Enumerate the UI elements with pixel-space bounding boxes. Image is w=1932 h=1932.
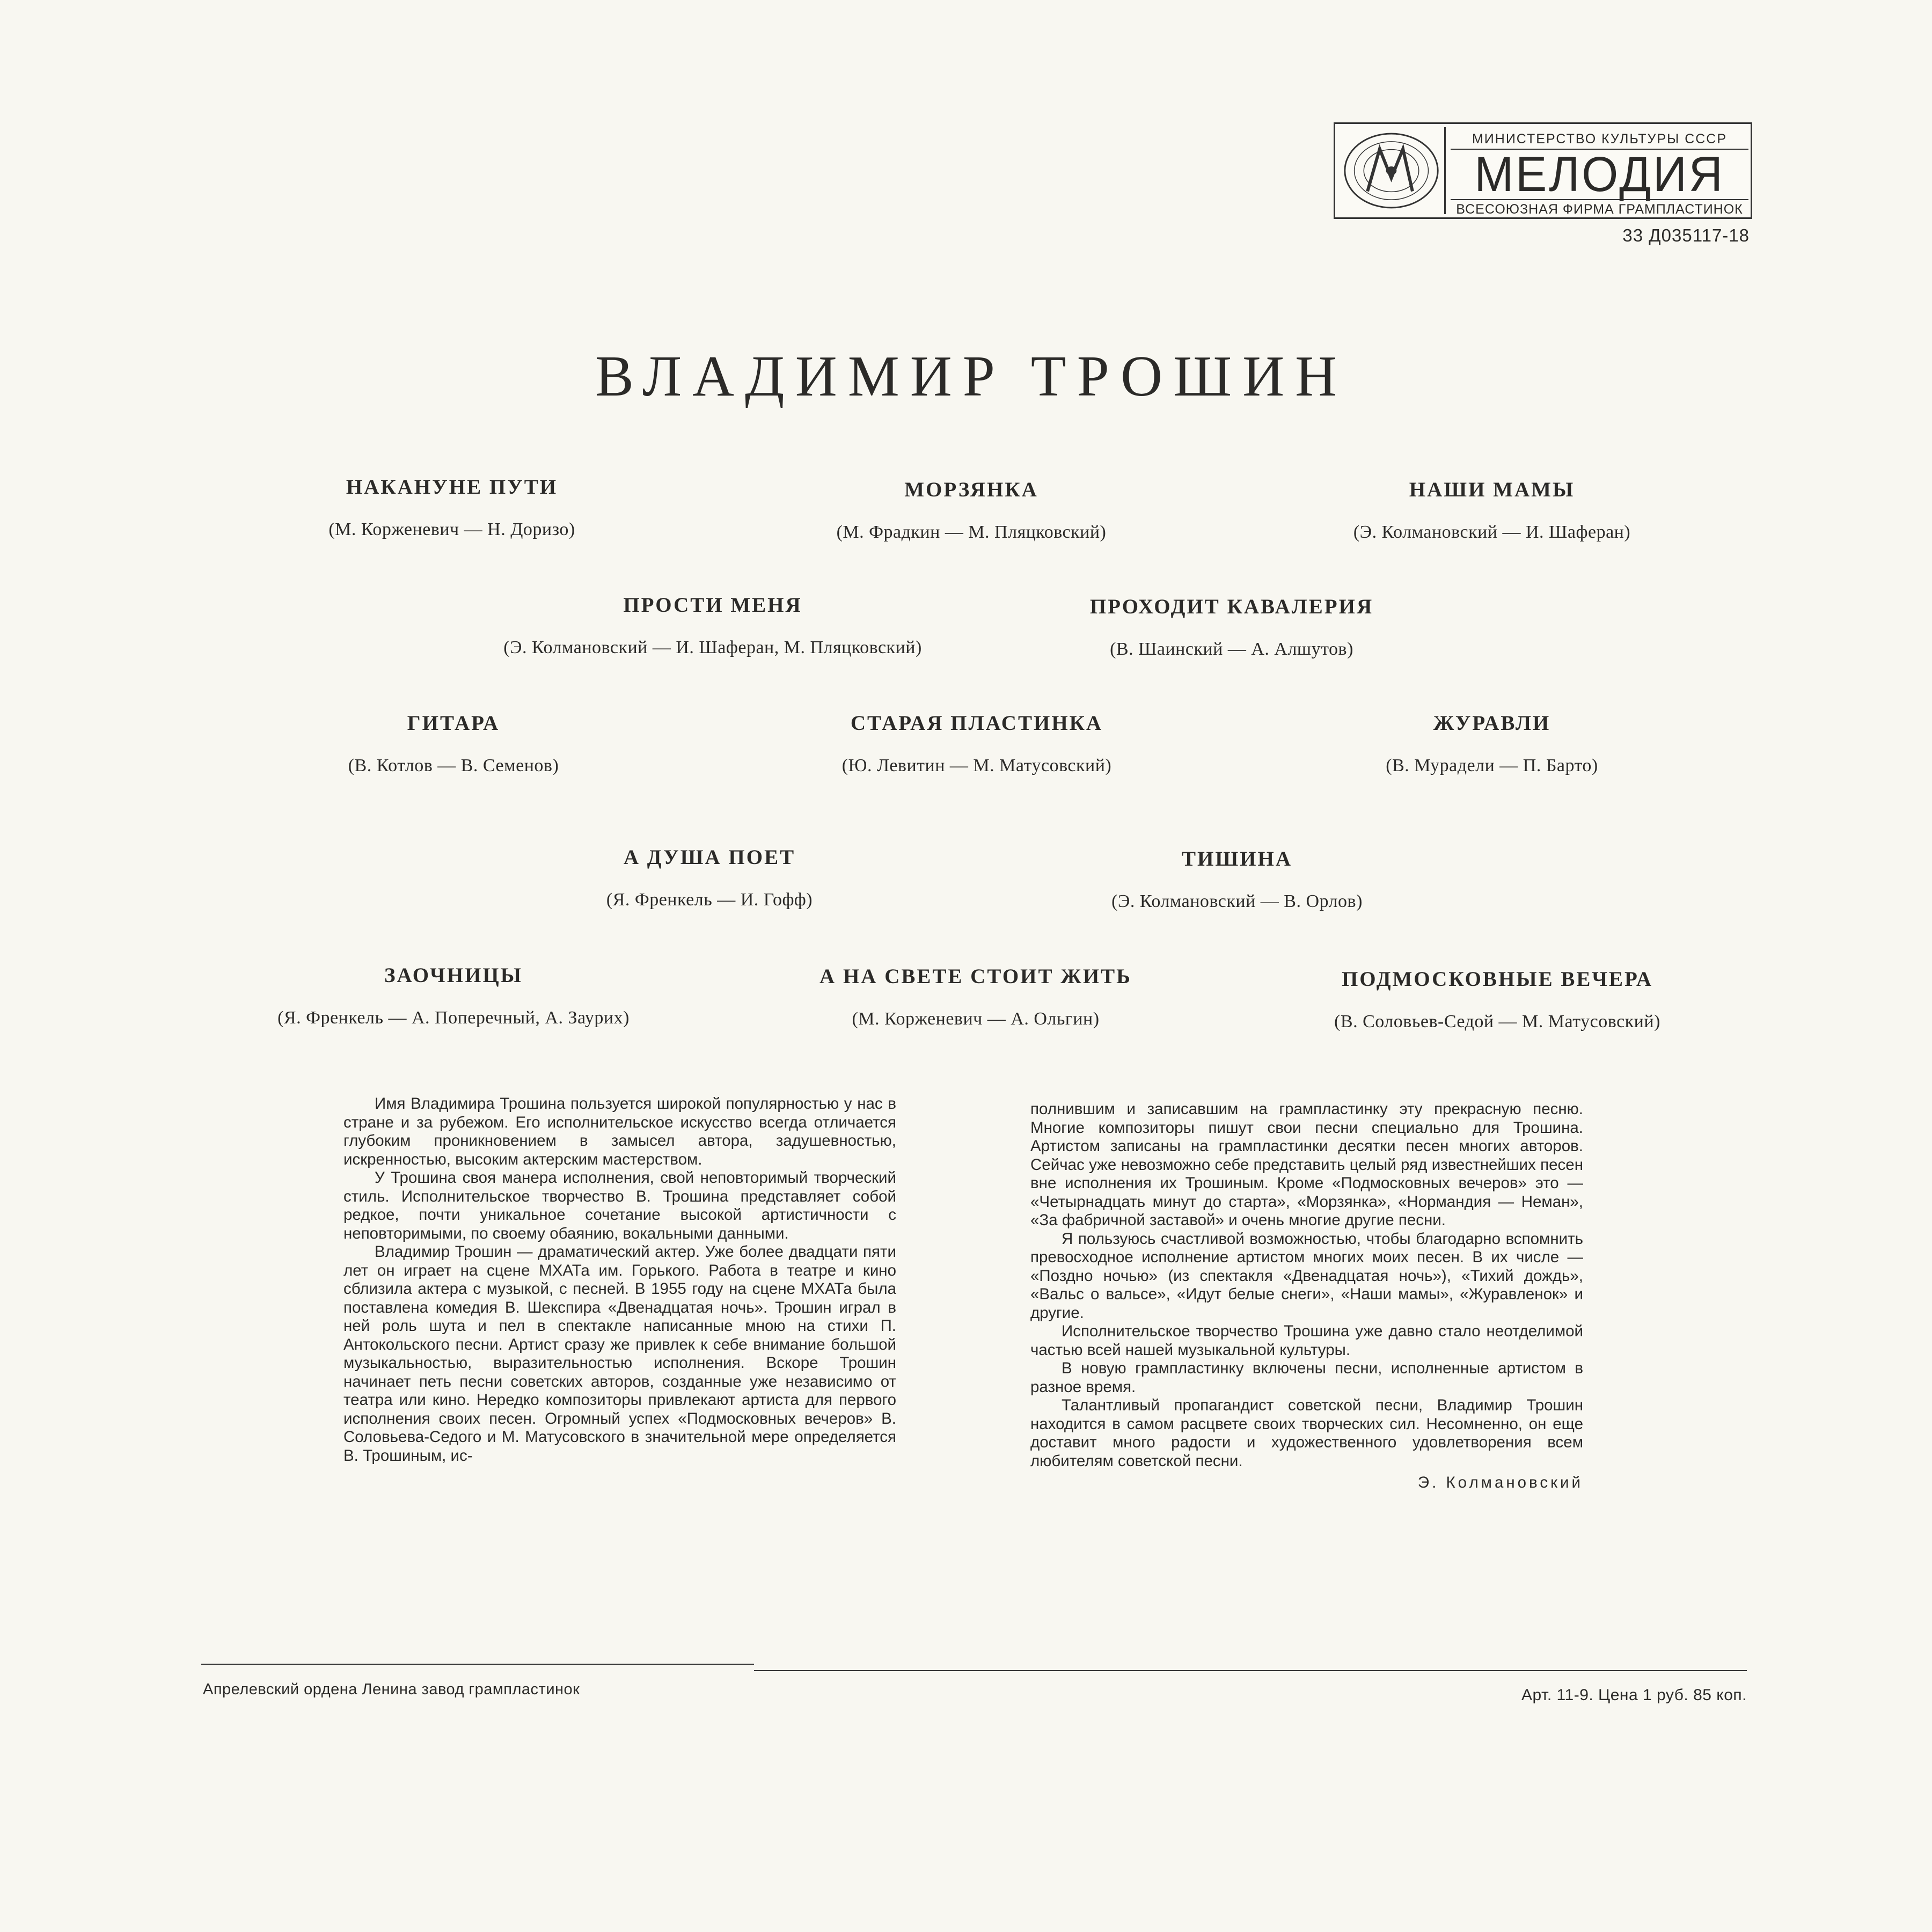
liner-notes-right: [1030, 1100, 1583, 1492]
track-title: ЗАОЧНИЦЫ: [384, 964, 523, 987]
track-title: НАКАНУНЕ ПУТИ: [346, 475, 558, 499]
melodiya-emblem-icon: [1338, 127, 1446, 214]
track-credits: (Э. Колмановский — И. Шаферан): [1353, 522, 1631, 542]
track-credits: (Э. Колмановский — В. Орлов): [1111, 891, 1363, 911]
logo-firm: ВСЕСОЮЗНАЯ ФИРМА ГРАМПЛАСТИНОК: [1451, 199, 1748, 217]
notes-paragraph: полнившим и записавшим на грампластинку эту прекрасную песню. Многие композиторы пишут свои песни специально для Трошина. Артистом записаны на грампластинки десятки песен многих авторов. Сейчас уже невозможно себе представить целый ряд известнейших песен вне исполнения их Трошиным. Кроме «Подмосковных вечеров» это — «Четырнадцать минут до старта», «Морзянка», «Нормандия — Неман», «За фабричной заставой» и очень многие другие песни.: [1030, 1100, 1583, 1229]
track-credits: (В. Котлов — В. Семенов): [348, 756, 559, 775]
track-title: МОРЗЯНКА: [904, 478, 1038, 501]
melodiya-logo: [1334, 122, 1752, 219]
catalog-number: 33 Д035117-18: [1622, 225, 1750, 245]
track-3: [1224, 478, 1760, 543]
track-credits: (В. Соловьев-Седой — М. Матусовский): [1334, 1012, 1660, 1031]
notes-paragraph: Владимир Трошин — драматический актер. Уже более двадцати пяти лет он играет на сцене МХАТа им. Горького. Работа в театре и кино сблизила актера с музыкой, с песней. В 1955 году на сцене МХАТа была поставлена комедия В. Шекспира «Двенадцатая ночь». Трошин играл в ней роль шута и пел в спектакле написанные мною на стихи П. Антокольского песни. Артист сразу же привлек к себе внимание большой музыкальностью, выразительностью исполнения. Вскоре Трошин начинает петь песни советских авторов, созданные уже независимо от театра или кино. Нередко композиторы привлекают артиста для первого исполнения своих песен. Огромный успех «Подмосковных вечеров» В. Соловьева-Седого и М. Матусовского в значительной мере определяется В. Трошиным, ис-: [343, 1243, 896, 1465]
track-title: А ДУША ПОЕТ: [623, 846, 796, 869]
track-credits: (М. Корженевич — А. Ольгин): [852, 1009, 1100, 1029]
track-6: [185, 711, 722, 776]
track-title: ТИШИНА: [1181, 847, 1292, 870]
logo-text: [1451, 128, 1748, 215]
notes-signature: Э. Колмановский: [1417, 1474, 1583, 1491]
track-title: ПОДМОСКОВНЫЕ ВЕЧЕРА: [1341, 968, 1653, 991]
track-credits: (Э. Колмановский — И. Шаферан, М. Пляцковский): [503, 638, 922, 657]
track-title: ПРОХОДИТ КАВАЛЕРИЯ: [1089, 595, 1374, 618]
track-5: [963, 595, 1500, 660]
track-title: НАШИ МАМЫ: [1409, 478, 1575, 501]
track-credits: (Ю. Левитин — М. Матусовский): [841, 756, 1112, 775]
liner-notes-left: [343, 1095, 896, 1465]
track-credits: (Я. Френкель — А. Поперечный, А. Заурих): [277, 1008, 630, 1028]
track-credits: (М. Корженевич — Н. Доризо): [328, 519, 575, 539]
track-title: ГИТАРА: [407, 712, 500, 735]
price-info: Арт. 11-9. Цена 1 руб. 85 коп.: [1521, 1686, 1747, 1704]
track-8: [1224, 711, 1760, 776]
notes-paragraph: Я пользуюсь счастливой возможностью, чтобы благодарно вспомнить превосходное исполнение артистом многих моих песен. В их числе — «Поздно ночью» (из спектакля «Двенадцатая ночь»), «Тихий дождь», «Вальс о вальсе», «Идут белые снеги», «Наши мамы», «Журавленок» и другие.: [1030, 1230, 1583, 1322]
track-9: [441, 845, 978, 910]
logo-ministry: МИНИСТЕРСТВО КУЛЬТУРЫ СССР: [1451, 131, 1748, 150]
track-title: ПРОСТИ МЕНЯ: [623, 594, 802, 617]
track-13: [1229, 967, 1766, 1032]
track-11: [185, 963, 722, 1028]
track-credits: (В. Мурадели — П. Барто): [1386, 756, 1598, 775]
track-12: [707, 964, 1244, 1029]
track-credits: (В. Шаинский — А. Алшутов): [1110, 639, 1353, 659]
footer-divider-right: [754, 1670, 1747, 1671]
track-credits: (М. Фрадкин — М. Пляцковский): [836, 522, 1107, 542]
notes-paragraph: Талантливый пропагандист советской песни, Владимир Трошин находится в самом расцвете своих творческих сил. Несомненно, он еще доставит много радости и художественного удовлетворения всем любителям советской песни.: [1030, 1396, 1583, 1470]
artist-name: ВЛАДИМИР ТРОШИН: [595, 345, 1348, 408]
track-10: [969, 847, 1505, 912]
notes-paragraph: У Трошина своя манера исполнения, свой неповторимый творческий стиль. Исполнительское творчество В. Трошина представляет собой редкое, почти уникальное сочетание высокой артистичности с неповторимыми, по своему обаянию, вокальными данными.: [343, 1169, 896, 1242]
track-1: [184, 475, 720, 540]
track-title: ЖУРАВЛИ: [1433, 712, 1551, 735]
track-credits: (Я. Френкель — И. Гофф): [606, 890, 813, 910]
notes-paragraph: Имя Владимира Трошина пользуется широкой популярностью у нас в стране и за рубежом. Его исполнительское искусство всегда отличается глубоким проникновением в замысел автора, задушевностью, искренностью, высоким актерским мастерством.: [343, 1095, 896, 1168]
track-4: [444, 593, 981, 658]
footer-divider-left: [201, 1664, 754, 1665]
track-7: [708, 711, 1245, 776]
logo-brand: МЕЛОДИЯ: [1474, 147, 1725, 202]
factory-name: Апрелевский ордена Ленина завод грампластинок: [203, 1681, 580, 1698]
track-2: [703, 478, 1240, 543]
notes-paragraph: В новую грампластинку включены песни, исполненные артистом в разное время.: [1030, 1359, 1583, 1396]
track-title: СТАРАЯ ПЛАСТИНКА: [850, 712, 1103, 735]
notes-paragraph: Исполнительское творчество Трошина уже давно стало неотделимой частью всей нашей музыкальной культуры.: [1030, 1322, 1583, 1359]
track-title: А НА СВЕТЕ СТОИТ ЖИТЬ: [819, 965, 1132, 988]
